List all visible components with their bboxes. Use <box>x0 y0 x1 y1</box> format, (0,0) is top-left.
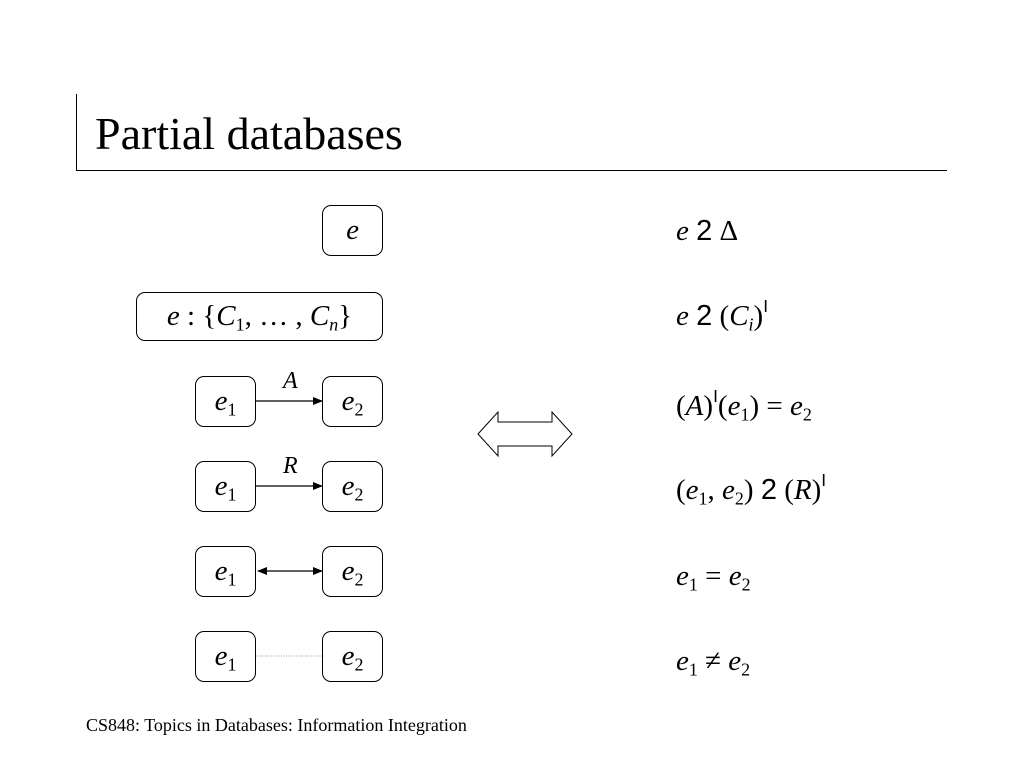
slide-footer: CS848: Topics in Databases: Information Integration <box>86 715 467 735</box>
node-e2-box <box>322 546 383 597</box>
node-e1: $e_1$ <box>214 385 237 420</box>
node-e1: $e_1$ <box>214 640 237 675</box>
entity-box <box>322 205 383 256</box>
slide-title: Partial databases <box>95 108 403 159</box>
relation-label: R <box>283 453 298 479</box>
formula-relation-membership: ($e_1$, $e_2$) 2 $(R)^I$ <box>676 469 827 509</box>
node-e2: $e_2$ <box>341 555 364 590</box>
attribute-label: A <box>283 368 298 394</box>
node-e2-box <box>322 376 383 427</box>
node-e1: $e_1$ <box>214 555 237 590</box>
node-e1-box <box>195 461 256 512</box>
class-assertion-box <box>136 292 383 341</box>
node-e2-box <box>322 461 383 512</box>
class-assertion-expression: e : {$C_1$, … , $C_n$} <box>166 300 353 335</box>
formula-equality: $e_1 = e_2$ <box>676 560 751 595</box>
entity-e: e <box>346 214 359 246</box>
node-e2: $e_2$ <box>341 385 364 420</box>
formula-inequality: $e_1 \ne e_2$ <box>676 645 751 680</box>
equivalence-arrow-icon <box>478 412 572 456</box>
node-e2: $e_2$ <box>341 470 364 505</box>
formula-attribute-value: $(A)^I(e_1) = e_2$ <box>676 385 812 425</box>
formula-class-membership: e 2 $(C_i)^I$ <box>676 295 769 335</box>
node-e1-box <box>195 631 256 682</box>
node-e1-box <box>195 546 256 597</box>
node-e2: $e_2$ <box>341 640 364 675</box>
node-e1-box <box>195 376 256 427</box>
node-e1: $e_1$ <box>214 470 237 505</box>
formula-entity-in-domain: e 2 Δ <box>676 215 739 247</box>
node-e2-box <box>322 631 383 682</box>
